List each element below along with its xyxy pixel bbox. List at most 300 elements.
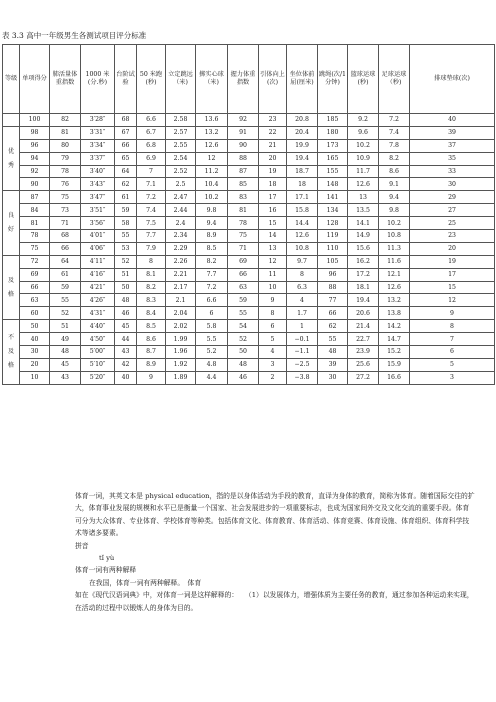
table-cell: 2.29 [166, 242, 196, 255]
table-cell: 15.9 [379, 358, 410, 371]
table-cell: 8.2 [379, 152, 410, 165]
column-header: 50 米跑(秒) [137, 45, 166, 114]
table-cell: 4′06″ [81, 242, 115, 255]
table-cell: 8.6 [379, 165, 410, 178]
table-cell: 5′20″ [81, 371, 115, 384]
column-header: 篮球运球(秒) [348, 45, 379, 114]
table-cell: 62 [318, 320, 348, 333]
table-row [3, 346, 495, 359]
table-cell: 59 [50, 281, 81, 294]
table-cell: 10.2 [379, 217, 410, 230]
table-cell: 1.92 [166, 358, 196, 371]
table-cell: 5 [259, 333, 287, 346]
table-cell: 15 [410, 281, 495, 294]
table-cell: 2.52 [166, 165, 196, 178]
table-row [3, 320, 495, 333]
table-cell: 81 [228, 204, 259, 217]
table-cell: 87 [228, 165, 259, 178]
table-cell: 88 [228, 152, 259, 165]
table-cell: 84 [20, 204, 50, 217]
column-header: 握力体重指数 [228, 45, 259, 114]
grade-cell: 优 秀 [3, 126, 20, 190]
table-cell: 10.2 [196, 191, 228, 204]
table-cell: 5′00″ [81, 346, 115, 359]
table-cell: 148 [318, 178, 348, 191]
table-cell: 12.6 [287, 230, 318, 243]
table-cell: 53 [115, 242, 137, 255]
table-cell: 8.9 [196, 230, 228, 243]
table-cell: 8.5 [137, 320, 166, 333]
table-cell: 19 [410, 255, 495, 268]
table-cell: 25.6 [348, 358, 379, 371]
table-cell: 9.7 [287, 255, 318, 268]
table-cell: 8.2 [196, 255, 228, 268]
table-cell: 15.8 [287, 204, 318, 217]
table-cell: 8.1 [137, 268, 166, 281]
table-cell: 9.6 [348, 126, 379, 139]
table-cell: 78 [20, 230, 50, 243]
table-cell: 1.7 [287, 307, 318, 320]
column-header: 1000 米(分.秒) [81, 45, 115, 114]
table-cell: 9.8 [196, 204, 228, 217]
table-cell: 13.2 [196, 126, 228, 139]
table-cell: 54 [228, 320, 259, 333]
table-cell: 2.17 [166, 281, 196, 294]
table-cell: 27.2 [348, 371, 379, 384]
table-cell: 33 [410, 165, 495, 178]
table-cell: 5.2 [196, 346, 228, 359]
table-cell: 17.2 [348, 268, 379, 281]
table-cell: 7.2 [379, 114, 410, 127]
table-cell: 20 [259, 152, 287, 165]
table-cell: −2.5 [287, 358, 318, 371]
table-cell: 8.9 [137, 358, 166, 371]
table-cell: 17 [259, 191, 287, 204]
table-cell: 14 [259, 230, 287, 243]
column-header: 立定跳远（米) [166, 45, 196, 114]
table-cell: 17.1 [287, 191, 318, 204]
table-cell: 37 [410, 139, 495, 152]
table-cell: 20.8 [287, 114, 318, 127]
grade-cell: 良 好 [3, 191, 20, 255]
table-cell: 48 [228, 358, 259, 371]
column-header: 引体向上(次) [259, 45, 287, 114]
table-cell: 30 [318, 371, 348, 384]
table-cell: 11.6 [379, 255, 410, 268]
table-cell: 10.8 [379, 230, 410, 243]
table-row [3, 255, 495, 268]
table-cell: 185 [318, 114, 348, 127]
table-cell: 12.1 [379, 268, 410, 281]
table-header-row [3, 45, 495, 114]
table-cell: 173 [318, 139, 348, 152]
table-cell: 43 [50, 371, 81, 384]
table-cell: 7 [137, 165, 166, 178]
table-cell: 7.8 [379, 139, 410, 152]
table-cell: 3′34″ [81, 139, 115, 152]
table-row [3, 268, 495, 281]
table-cell: 46 [115, 307, 137, 320]
table-cell: 8 [259, 307, 287, 320]
table-cell: 7.5 [137, 217, 166, 230]
article-text [75, 490, 475, 614]
table-cell: 2 [259, 371, 287, 384]
table-cell: 13.5 [348, 204, 379, 217]
table-cell: 66 [318, 307, 348, 320]
table-cell: 14.4 [287, 217, 318, 230]
paragraph: 如在《现代汉语词典》中，对体育一词是这样解释的： （1）以发展体力，增强体质为主要任务的教育，通过参加各种运动来实现，在活动的过程中以锻炼人的身体为目的。 [75, 591, 474, 612]
table-cell: 5.8 [196, 320, 228, 333]
table-cell: 29 [410, 191, 495, 204]
table-cell: 11.3 [379, 242, 410, 255]
table-cell: 6.9 [137, 152, 166, 165]
column-header: 单项得分 [20, 45, 50, 114]
table-cell: 3′28″ [81, 114, 115, 127]
table-cell: 2.44 [166, 204, 196, 217]
table-cell: 55 [228, 307, 259, 320]
table-cell: 3′37″ [81, 152, 115, 165]
table-cell: 61 [115, 191, 137, 204]
table-cell: 71 [228, 242, 259, 255]
paragraph: 在我国，体育一词有两种解释。 体育 [89, 578, 202, 587]
table-cell: 61 [50, 268, 81, 281]
table-cell: 21 [259, 139, 287, 152]
table-cell: 8.4 [137, 307, 166, 320]
paragraph: tǐ yù [99, 554, 115, 563]
table-cell: 64 [50, 255, 81, 268]
table-cell: 8 [137, 255, 166, 268]
table-cell: 21.4 [348, 320, 379, 333]
table-cell: 83 [228, 191, 259, 204]
table-row [3, 333, 495, 346]
table-cell: 7 [410, 333, 495, 346]
table-cell: 6.6 [196, 294, 228, 307]
table-cell: 59 [228, 294, 259, 307]
table-cell: 18.1 [348, 281, 379, 294]
table-cell: 98 [20, 126, 50, 139]
table-row [3, 281, 495, 294]
table-cell: 7.4 [379, 126, 410, 139]
table-cell: 15 [259, 217, 287, 230]
table-row [3, 165, 495, 178]
table-cell: 12.6 [348, 178, 379, 191]
table-cell: 4.8 [196, 358, 228, 371]
table-cell: 72 [20, 255, 50, 268]
table-cell: 45 [115, 320, 137, 333]
table-cell: 17 [410, 268, 495, 281]
table-cell: 1 [287, 320, 318, 333]
table-cell: 48 [115, 294, 137, 307]
table-cell: 68 [50, 230, 81, 243]
table-cell: 2.5 [166, 178, 196, 191]
table-cell: 67 [115, 126, 137, 139]
table-cell: 4 [259, 346, 287, 359]
table-cell: 16.2 [348, 255, 379, 268]
table-cell: 12 [410, 294, 495, 307]
table-cell: 88 [318, 281, 348, 294]
table-cell: 15.6 [348, 242, 379, 255]
grade-cell: 及 格 [3, 255, 20, 319]
table-cell: 52 [228, 333, 259, 346]
table-cell: 64 [115, 165, 137, 178]
table-cell: 8.3 [137, 294, 166, 307]
table-cell: 2.54 [166, 152, 196, 165]
column-header: 坐位体前屈(厘米) [287, 45, 318, 114]
table-cell: 8 [287, 268, 318, 281]
table-cell: 40 [20, 333, 50, 346]
table-cell: 42 [115, 358, 137, 371]
table-row [3, 152, 495, 165]
table-cell: 9.2 [348, 114, 379, 127]
table-cell: 13 [348, 191, 379, 204]
table-cell: 2.02 [166, 320, 196, 333]
table-cell: 14.7 [379, 333, 410, 346]
table-cell: 105 [318, 255, 348, 268]
table-cell: 3′47″ [81, 191, 115, 204]
table-cell: 50 [20, 320, 50, 333]
table-cell: 96 [318, 268, 348, 281]
table-cell: 165 [318, 152, 348, 165]
table-cell: 19.4 [287, 152, 318, 165]
column-header: 等级 [3, 45, 20, 114]
table-cell: 69 [20, 268, 50, 281]
table-cell: 12 [196, 152, 228, 165]
table-cell: 19.4 [348, 294, 379, 307]
column-header: 足球运球（秒) [379, 45, 410, 114]
table-cell: 10 [20, 371, 50, 384]
table-cell: 1.96 [166, 346, 196, 359]
table-cell: 2.55 [166, 139, 196, 152]
table-cell: 91 [228, 126, 259, 139]
table-cell: 8.2 [137, 281, 166, 294]
table-cell: 52 [50, 307, 81, 320]
table-cell: 43 [115, 346, 137, 359]
table-row [3, 114, 495, 127]
table-row [3, 371, 495, 384]
table-cell: 4′40″ [81, 320, 115, 333]
table-row [3, 294, 495, 307]
table-cell: 9 [410, 307, 495, 320]
table-cell: 22 [259, 126, 287, 139]
table-cell: 4′21″ [81, 281, 115, 294]
table-cell: 80 [50, 139, 81, 152]
table-cell: 4.4 [196, 371, 228, 384]
table-cell: 73 [50, 204, 81, 217]
table-cell: 16.6 [379, 371, 410, 384]
table-cell: 3′43″ [81, 178, 115, 191]
table-cell: 81 [50, 126, 81, 139]
table-cell: 14.1 [348, 217, 379, 230]
paragraph: 拼音 [75, 541, 89, 550]
paragraph: 体育一词有两种解释 [75, 566, 137, 575]
table-cell: 96 [20, 139, 50, 152]
table-cell: 76 [50, 178, 81, 191]
table-body [3, 114, 495, 385]
table-caption: 表 3.3 高中一年级男生各测试项目评分标准 [2, 31, 147, 40]
scoring-table [2, 44, 495, 385]
table-cell: 63 [228, 281, 259, 294]
table-cell: 94 [20, 152, 50, 165]
table-cell: 12.6 [379, 281, 410, 294]
table-cell: 8.7 [137, 346, 166, 359]
table-cell: 6 [259, 320, 287, 333]
column-header: 跳绳(次/1分钟) [318, 45, 348, 114]
table-cell: 90 [228, 139, 259, 152]
table-cell: 2.21 [166, 268, 196, 281]
table-cell: 50 [228, 346, 259, 359]
table-cell: 7.1 [137, 178, 166, 191]
table-cell: 1.89 [166, 371, 196, 384]
grade-cell: 不 及 格 [3, 320, 20, 384]
table-cell: 51 [50, 320, 81, 333]
table-cell: 13.8 [379, 307, 410, 320]
table-cell: 141 [318, 191, 348, 204]
table-cell: 40 [410, 114, 495, 127]
table-cell: 7.9 [137, 242, 166, 255]
table-cell: 3′51″ [81, 204, 115, 217]
table-cell: 48 [318, 346, 348, 359]
table-cell: 100 [20, 114, 50, 127]
table-cell: 128 [318, 217, 348, 230]
table-row [3, 242, 495, 255]
table-cell: 14.2 [379, 320, 410, 333]
table-cell: 4 [287, 294, 318, 307]
table-cell: −0.1 [287, 333, 318, 346]
table-cell: 20 [410, 242, 495, 255]
table-cell: 66 [115, 139, 137, 152]
table-cell: 66 [20, 281, 50, 294]
table-row [3, 178, 495, 191]
table-cell: 8 [410, 320, 495, 333]
table-cell: 85 [228, 178, 259, 191]
table-cell: 9.4 [379, 191, 410, 204]
table-cell: 18 [259, 178, 287, 191]
table-cell: 46 [228, 371, 259, 384]
table-cell: 3 [259, 358, 287, 371]
table-cell: 12 [259, 255, 287, 268]
table-cell: 2.58 [166, 114, 196, 127]
table-cell: 45 [50, 358, 81, 371]
table-cell: 40 [115, 371, 137, 384]
table-cell: 2.47 [166, 191, 196, 204]
table-cell: 8.6 [137, 333, 166, 346]
table-cell: 1.99 [166, 333, 196, 346]
table-cell: 14.9 [348, 230, 379, 243]
table-cell: 10.2 [348, 139, 379, 152]
table-cell: 110 [318, 242, 348, 255]
table-cell: 5.5 [196, 333, 228, 346]
table-cell: 6.8 [137, 139, 166, 152]
table-cell: 2.4 [166, 217, 196, 230]
table-cell: 50 [115, 281, 137, 294]
table-cell: 59 [115, 204, 137, 217]
column-header: 掷实心球（米) [196, 45, 228, 114]
table-cell: 6 [410, 346, 495, 359]
table-cell: 10.9 [348, 152, 379, 165]
table-cell: 2.04 [166, 307, 196, 320]
table-cell: 81 [20, 217, 50, 230]
table-row [3, 358, 495, 371]
table-cell: 6.7 [137, 126, 166, 139]
table-cell: 9.4 [196, 217, 228, 230]
table-cell: 63 [20, 294, 50, 307]
table-cell: 7.7 [196, 268, 228, 281]
table-cell: 4′26″ [81, 294, 115, 307]
table-cell: 3 [410, 371, 495, 384]
table-cell: 13 [259, 242, 287, 255]
table-cell: 82 [50, 114, 81, 127]
table-cell: 7.2 [196, 281, 228, 294]
table-cell: 2.57 [166, 126, 196, 139]
table-cell: 155 [318, 165, 348, 178]
table-cell: 52 [115, 255, 137, 268]
table-cell: 66 [228, 268, 259, 281]
table-cell: 2.26 [166, 255, 196, 268]
table-cell: 13.6 [196, 114, 228, 127]
table-row [3, 230, 495, 243]
table-cell: 11.7 [348, 165, 379, 178]
table-cell: 92 [228, 114, 259, 127]
table-cell: 5′10″ [81, 358, 115, 371]
table-cell: 15.2 [379, 346, 410, 359]
table-cell: −3.8 [287, 371, 318, 384]
table-cell: 6.3 [287, 281, 318, 294]
column-header: 台阶试验 [115, 45, 137, 114]
table-cell: 23 [259, 114, 287, 127]
table-row [3, 191, 495, 204]
table-cell: 77 [318, 294, 348, 307]
table-cell: 51 [115, 268, 137, 281]
paragraph: 体育一词，其英文本是 physical education，指的是以身体活动为手段的教育，直译为身体的教育，简称为体育。随着国际交往的扩大，体育事业发展的规模和水平已是衡量一个国家、社会发展进步的一项重要标志，也成为国家间外交及文化交流的重要手段。体育可分为大众体育、专业体育、学校体育等种类。包括体育文化、体育教育、体育活动、体育竞赛、体育设施、体育组织、体育科学技术等诸多要素。 [75, 492, 475, 538]
table-cell: 8.5 [196, 242, 228, 255]
table-cell: 39 [318, 358, 348, 371]
table-cell: 71 [50, 217, 81, 230]
table-cell: 75 [50, 191, 81, 204]
table-cell: 4′11″ [81, 255, 115, 268]
table-cell: 58 [115, 217, 137, 230]
table-cell: 20.6 [348, 307, 379, 320]
table-cell: 19 [259, 165, 287, 178]
table-cell: 7.4 [137, 204, 166, 217]
table-cell: 180 [318, 126, 348, 139]
table-cell: 20 [20, 358, 50, 371]
table-cell: 55 [50, 294, 81, 307]
column-header: 肺活量体重指数 [50, 45, 81, 114]
table-cell: 3′56″ [81, 217, 115, 230]
table-cell: 55 [115, 230, 137, 243]
table-cell: 48 [50, 346, 81, 359]
table-cell: 22.7 [348, 333, 379, 346]
table-row [3, 204, 495, 217]
table-cell: 30 [410, 178, 495, 191]
table-cell: 23.9 [348, 346, 379, 359]
table-cell: 25 [410, 217, 495, 230]
table-cell: 75 [228, 230, 259, 243]
table-cell: 60 [20, 307, 50, 320]
table-row [3, 139, 495, 152]
table-cell: 20.4 [287, 126, 318, 139]
table-cell: 2.34 [166, 230, 196, 243]
table-cell: 66 [50, 242, 81, 255]
table-cell: 4′31″ [81, 307, 115, 320]
table-cell: 10.8 [287, 242, 318, 255]
table-cell: 68 [115, 114, 137, 127]
table-cell: 12.6 [196, 139, 228, 152]
table-cell: 35 [410, 152, 495, 165]
table-cell: 6.6 [137, 114, 166, 127]
table-cell: 2.1 [166, 294, 196, 307]
table-cell: 75 [20, 242, 50, 255]
